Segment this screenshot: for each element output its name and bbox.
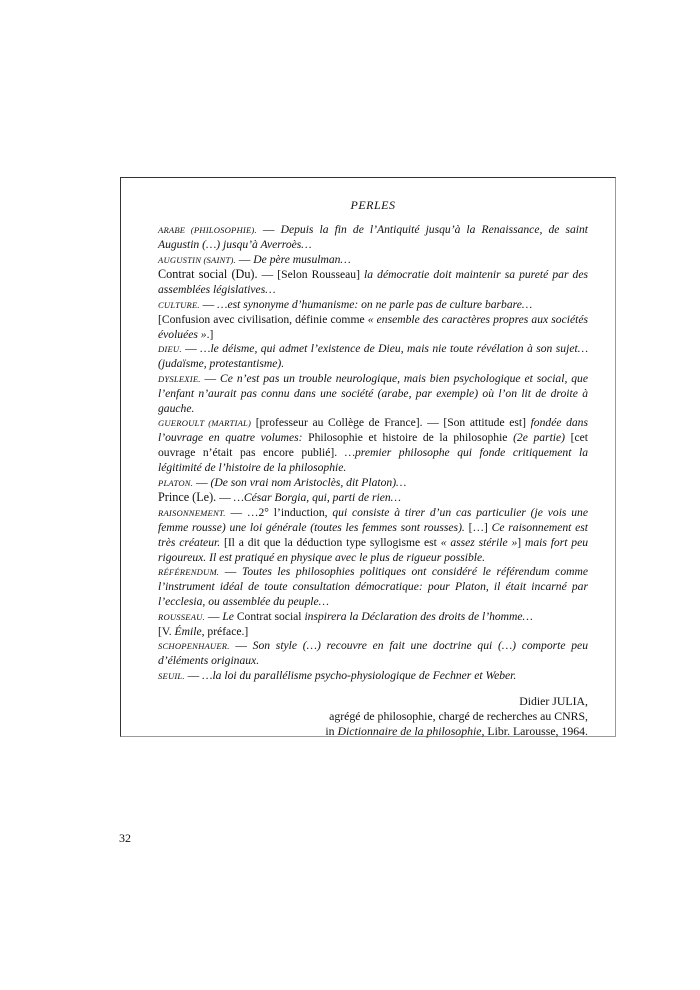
entry-list — [158, 223, 588, 684]
entry-headword: SEUIL. — [158, 670, 185, 681]
entry: SCHOPENHAUER. — Son style (…) recouvre en fait une doctrine qui (…) comporte peu d’éléments originaux. — [158, 639, 588, 668]
entry: PLATON. — (De son vrai nom Aristoclès, dit Platon)… — [158, 475, 407, 489]
entry-text: De père musulman… — [253, 252, 351, 266]
entry-text: [Il a dit que la déduction type syllogisme est — [223, 535, 441, 549]
entry-text: Émile — [174, 624, 202, 638]
entry — [158, 416, 588, 475]
entry: DIEU. — …le déisme, qui admet l’existence de Dieu, mais nie toute révélation à son sujet… (judaïsme, protestantisme). — [158, 342, 588, 371]
entry-headword: DIEU. — [158, 344, 182, 355]
entry-text: [V. — [158, 624, 175, 638]
entry: AUGUSTIN (SAINT). — De père musulman… — [158, 252, 351, 266]
entry-text: (2e partie) — [513, 431, 571, 445]
entry-text: la démocratie doit maintenir sa pureté par des assemblées législatives… — [158, 268, 589, 297]
entry-headword: CULTURE. — [158, 299, 200, 310]
entry: ROUSSEAU. — Le Contrat social inspirera la Déclaration des droits de l’homme… — [158, 609, 533, 623]
entry-headword: ROUSSEAU. — [158, 611, 205, 622]
box-content — [158, 198, 588, 739]
entry-text: …2° l’induction, — [246, 506, 333, 520]
entry-text: [professeur au Collège de France]. — [Son attitude est] — [255, 416, 531, 430]
entry-headword: PLATON. — [158, 477, 194, 488]
entry-text: fondée dans l’ouvrage en quatre volumes: — [158, 416, 588, 445]
entry: RAISONNEMENT. — …2° l’induction, qui consiste à tirer d’un cas particulier (je vois une femme rousse) une loi générale (toutes les femmes sont rousses). […] Ce raisonnement est très créateur. [Il a dit que la déduction type syllogisme est « assez stérile »] mais fort peu rigoureux. Il est pratiqué en physique avec le plus de rigueur possible. — [158, 506, 589, 564]
entry: Prince (Le). — …César Borgia, qui, parti de rien… — [158, 490, 401, 505]
entry-text: mais fort peu rigoureux. Il est pratiqué en physique avec le plus de rigueur possible. — [158, 535, 589, 564]
entry-text: Philosophie et histoire de la philosophie — [308, 431, 514, 445]
entry-headword: RÉFÉRENDUM. — [158, 567, 220, 578]
entry: Contrat social (Du). — [Selon Rousseau] la démocratie doit maintenir sa pureté par des assemblées législatives… — [158, 267, 589, 297]
entry-text: « assez stérile » — [440, 535, 518, 549]
signature-name: Didier JULIA, — [519, 693, 588, 708]
entry-text: , préface.] — [201, 624, 249, 638]
entry-text: Contrat social — [236, 609, 305, 623]
entry-text: [cet ouvrage n’était pas encore publié]. — [158, 431, 589, 459]
entry-text: Toutes les philosophies politiques ont considéré le référendum comme l’instrument idéal de toute consultation démocratique: pour Platon, il était incarné par l’ecclesia, ou assemblée du peuple… — [158, 565, 589, 608]
entry-headword: Prince (Le). — [158, 490, 217, 505]
entry-text: qui consiste à tirer d’un cas particulier (je vois une femme rousse) une loi générale (toutes les femmes sont rousses). — [158, 506, 589, 534]
page-number: 32 — [119, 831, 131, 845]
entry-text: Son style (…) recouvre en fait une doctrine qui (…) comporte peu d’éléments originaux. — [158, 639, 588, 668]
entry: DYSLEXIE. — Ce n’est pas un trouble neurologique, mais bien psychologique et social, que l’enfant n’aurait pas connu dans une société (arabe, par exemple) où l’on lit de droite à gauche. — [158, 371, 588, 415]
entry-text: […] — [468, 520, 492, 534]
entry-text: …est synonyme d’humanisme: on ne parle pas de culture barbare… — [217, 297, 533, 311]
entry-text: ] — [517, 535, 525, 549]
entry-headword: GUEROULT (MARTIAL) — [158, 418, 252, 429]
entry-headword: DYSLEXIE. — [158, 373, 201, 384]
signature-title: agrégé de philosophie, chargé de recherches au CNRS, — [329, 708, 588, 723]
entry-text: « ensemble des caractères propres aux sociétés évoluées » — [158, 312, 588, 341]
entry-text: Ce n’est pas un trouble neurologique, mais bien psychologique et social, que l’enfant n’aurait pas connu dans une société (arabe, par exemple) où l’on lit de droite à gauche. — [158, 371, 588, 415]
entry: CULTURE. — …est synonyme d’humanisme: on ne parle pas de culture barbare… — [158, 297, 533, 311]
box-title: PERLES — [350, 198, 396, 212]
signature-source: in Dictionnaire de la philosophie, Libr. Larousse, 1964. — [325, 723, 588, 738]
entry-text: inspirera la Déclaration des droits de l’homme… — [304, 609, 533, 623]
entry — [158, 313, 588, 343]
signature — [158, 694, 588, 739]
entry-text: …la loi du parallélisme psycho-physiologique de Fechner et Weber. — [202, 668, 517, 682]
entry-text: …César Borgia, qui, parti de rien… — [233, 491, 401, 505]
entry-text: .] — [206, 327, 214, 341]
quotation-box — [120, 177, 616, 737]
entry: SEUIL. — …la loi du parallélisme psycho-physiologique de Fechner et Weber. — [158, 668, 517, 682]
entry-text: …premier philosophe qui fonde critiquement la légitimité de l’histoire de la philosophie. — [158, 445, 588, 474]
entry: RÉFÉRENDUM. — Toutes les philosophies politiques ont considéré le référendum comme l’instrument idéal de toute consultation démocratique: pour Platon, il était incarné par l’ecclesia, ou assemblée du peuple… — [158, 565, 589, 608]
entry-text: [Selon Rousseau] — [277, 268, 365, 282]
entry-headword: Contrat social (Du). — [158, 267, 258, 282]
entry-headword: SCHOPENHAUER. — [158, 641, 230, 652]
entry-text: (De son vrai nom Aristoclès, dit Platon)… — [210, 475, 407, 489]
entry-text: Depuis la fin de l’Antiquité jusqu’à la Renaissance, de saint Augustin (…) jusqu’à Averroès… — [158, 223, 589, 251]
entry-headword: RAISONNEMENT. — [158, 508, 226, 519]
entry-text: …le déisme, qui admet l’existence de Dieu, mais nie toute révélation à son sujet… (judaïsme, protestantisme). — [158, 342, 588, 371]
entry-text: Ce raisonnement est très créateur. — [158, 520, 588, 549]
entry — [158, 625, 588, 640]
entry-text: [Confusion avec civilisation, définie comme — [158, 312, 368, 326]
entry-headword: ARABE (PHILOSOPHIE). — [158, 225, 257, 235]
entry-text: Le — [222, 609, 237, 623]
entry: ARABE (PHILOSOPHIE). — Depuis la fin de l’Antiquité jusqu’à la Renaissance, de saint Augustin (…) jusqu’à Averroès… — [158, 223, 589, 251]
entry-headword: AUGUSTIN (SAINT). — [158, 254, 236, 265]
